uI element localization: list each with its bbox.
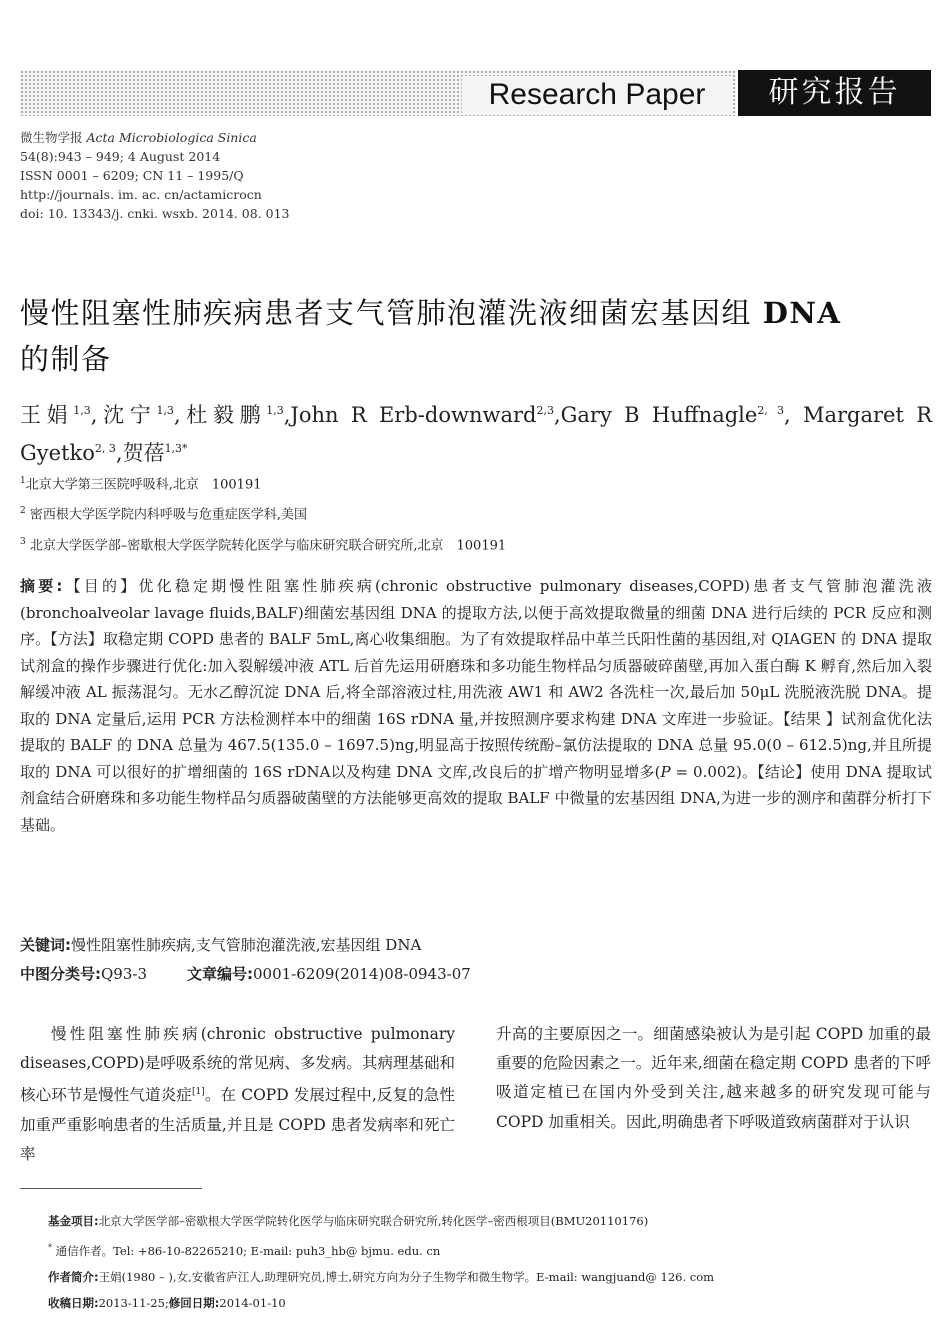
author: 沈宁: [97, 403, 157, 427]
author-list: 王娟$^{1,3}$,沈宁$^{1,3}$,杜毅鹏$^{1,3}$,John R Erb-downward$^{2,3}$,Gary B Huffnagle$^{2, 3}$, Margaret R Gyetko$^{2, 3}$,贺蓓$^{1,3*}$: [20, 403, 933, 465]
journal-url: http://journals. im. ac. cn/actamicrocn: [20, 187, 262, 202]
keywords: 关键词:慢性阻塞性肺疾病,支气管肺泡灌洗液,宏基因组 DNA: [20, 936, 422, 954]
body-column-left: 慢性阻塞性肺疾病(chronic obstructive pulmonary diseases,COPD)是呼吸系统的常见病、多发病。其病理基础和核心环节是慢性气道炎症[1]。在 COPD 发展过程中,反复的急性加重严重影响患者的生活质量,并且是 COPD 患者发病率和死亡率: [20, 1025, 455, 1163]
footnote-correspondence: * 通信作者。Tel: +86-10-82265210; E-mail: puh3_hb@ bjmu. edu. cn: [48, 1242, 441, 1258]
footnote-dates: 收稿日期:2013-11-25;修回日期:2014-01-10: [48, 1296, 286, 1311]
affiliation: $^1$北京大学第三医院呼吸科,北京 100191: [20, 476, 262, 493]
abstract-label: 摘要:: [20, 577, 63, 595]
paper-title: 慢性阻塞性肺疾病患者支气管肺泡灌洗液细菌宏基因组 DNA 的制备: [20, 296, 842, 376]
author: John R Erb-downward: [290, 403, 537, 427]
affiliation: $^3$ 北京大学医学部–密歇根大学医学院转化医学与临床研究联合研究所,北京 100191: [20, 536, 507, 553]
author: 王娟: [20, 403, 74, 427]
affiliations: [20, 468, 506, 559]
journal-meta: [20, 128, 290, 223]
citation-ref: [1]: [192, 1087, 205, 1098]
journal-issn: ISSN 0001 – 6209; CN 11 – 1995/Q: [20, 168, 244, 183]
journal-doi: doi: 10. 13343/j. cnki. wsxb. 2014. 08. 013: [20, 206, 290, 221]
author: 贺蓓: [122, 441, 165, 465]
abstract: 摘要:【目的】优化稳定期慢性阻塞性肺疾病(chronic obstructive pulmonary diseases,COPD)患者支气管肺泡灌洗液(bronchoalveolar lavage fluids,BALF)细菌宏基因组 DNA 的提取方法,以便于高效提取微量的细菌 DNA 进行后续的 PCR 反应和测序。【方法】取稳定期 COPD 患者的 BALF 5mL,离心收集细胞。为了有效提取样品中革兰氏阳性菌的基因组,对 QIAGEN 的 DNA 提取试剂盒的操作步骤进行优化:加入裂解缓冲液 ATL 后首先运用研磨珠和多功能生物样品匀质器破碎菌壁,再加入蛋白酶 K 孵育,然后加入裂解缓冲液 AL 振荡混匀。无水乙醇沉淀 DNA 后,将全部溶液过柱,用洗液 AW1 和 AW2 各洗柱一次,最后加 50μL 洗脱液洗脱 DNA。提取的 DNA 定量后,运用 PCR 方法检测样本中的细菌 16S rDNA 量,并按照测序要求构建 DNA 文库进一步验证。【结果 】试剂盒优化法提取的 BALF 的 DNA 总量为 467.5(135.0 – 1697.5)ng,明显高于按照传统酚–氯仿法提取的 DNA 总量 95.0(0 – 612.5)ng,并且所提取的 DNA 可以很好的扩增细菌的 16S rDNA以及构建 DNA 文库,改良后的扩增产物明显增多(P = 0.002)。【结论】使用 DNA 提取试剂盒结合研磨珠和多功能生物样品匀质器破菌壁的方法能够更高效的提取 BALF 中微量的宏基因组 DNA,为进一步的测序和菌群分析打下基础。: [20, 577, 932, 834]
journal-volume: 54(8):943 – 949; 4 August 2014: [20, 149, 221, 164]
affiliation: $^2$ 密西根大学医学院内科呼吸与危重症医学科,美国: [20, 506, 308, 523]
banner-research-report-cn: 研究报告: [738, 70, 931, 116]
classification-line: 中图分类号:Q93-3 文章编号:0001-6209(2014)08-0943-07: [20, 965, 471, 983]
banner-research-paper: Research Paper: [462, 76, 732, 114]
journal-name: 微生物学报 Acta Microbiologica Sinica: [20, 130, 257, 145]
body-column-right: 升高的主要原因之一。细菌感染被认为是引起 COPD 加重的最重要的危险因素之一。近年来,细菌在稳定期 COPD 患者的下呼吸道定植已在国内外受到关注,越来越多的研究发现可能与 COPD 加重相关。因此,明确患者下呼吸道致病菌群对于认识: [496, 1025, 931, 1131]
author: Margaret R Gyetko: [20, 403, 933, 465]
footnotes: [48, 1208, 714, 1317]
author: 杜毅鹏: [180, 403, 267, 427]
footnote-fund: 基金项目:北京大学医学部–密歇根大学医学院转化医学与临床研究联合研究所,转化医学–密西根项目(BMU20110176): [48, 1214, 649, 1228]
footnote-author-bio: 作者简介:王娟(1980 – ),女,安徽省庐江人,助理研究员,博士,研究方向为分子生物学和微生物学。E-mail: wangjuand@ 126. com: [48, 1269, 715, 1284]
footnote-divider: [20, 1188, 202, 1189]
author: Gary B Huffnagle: [560, 403, 758, 427]
